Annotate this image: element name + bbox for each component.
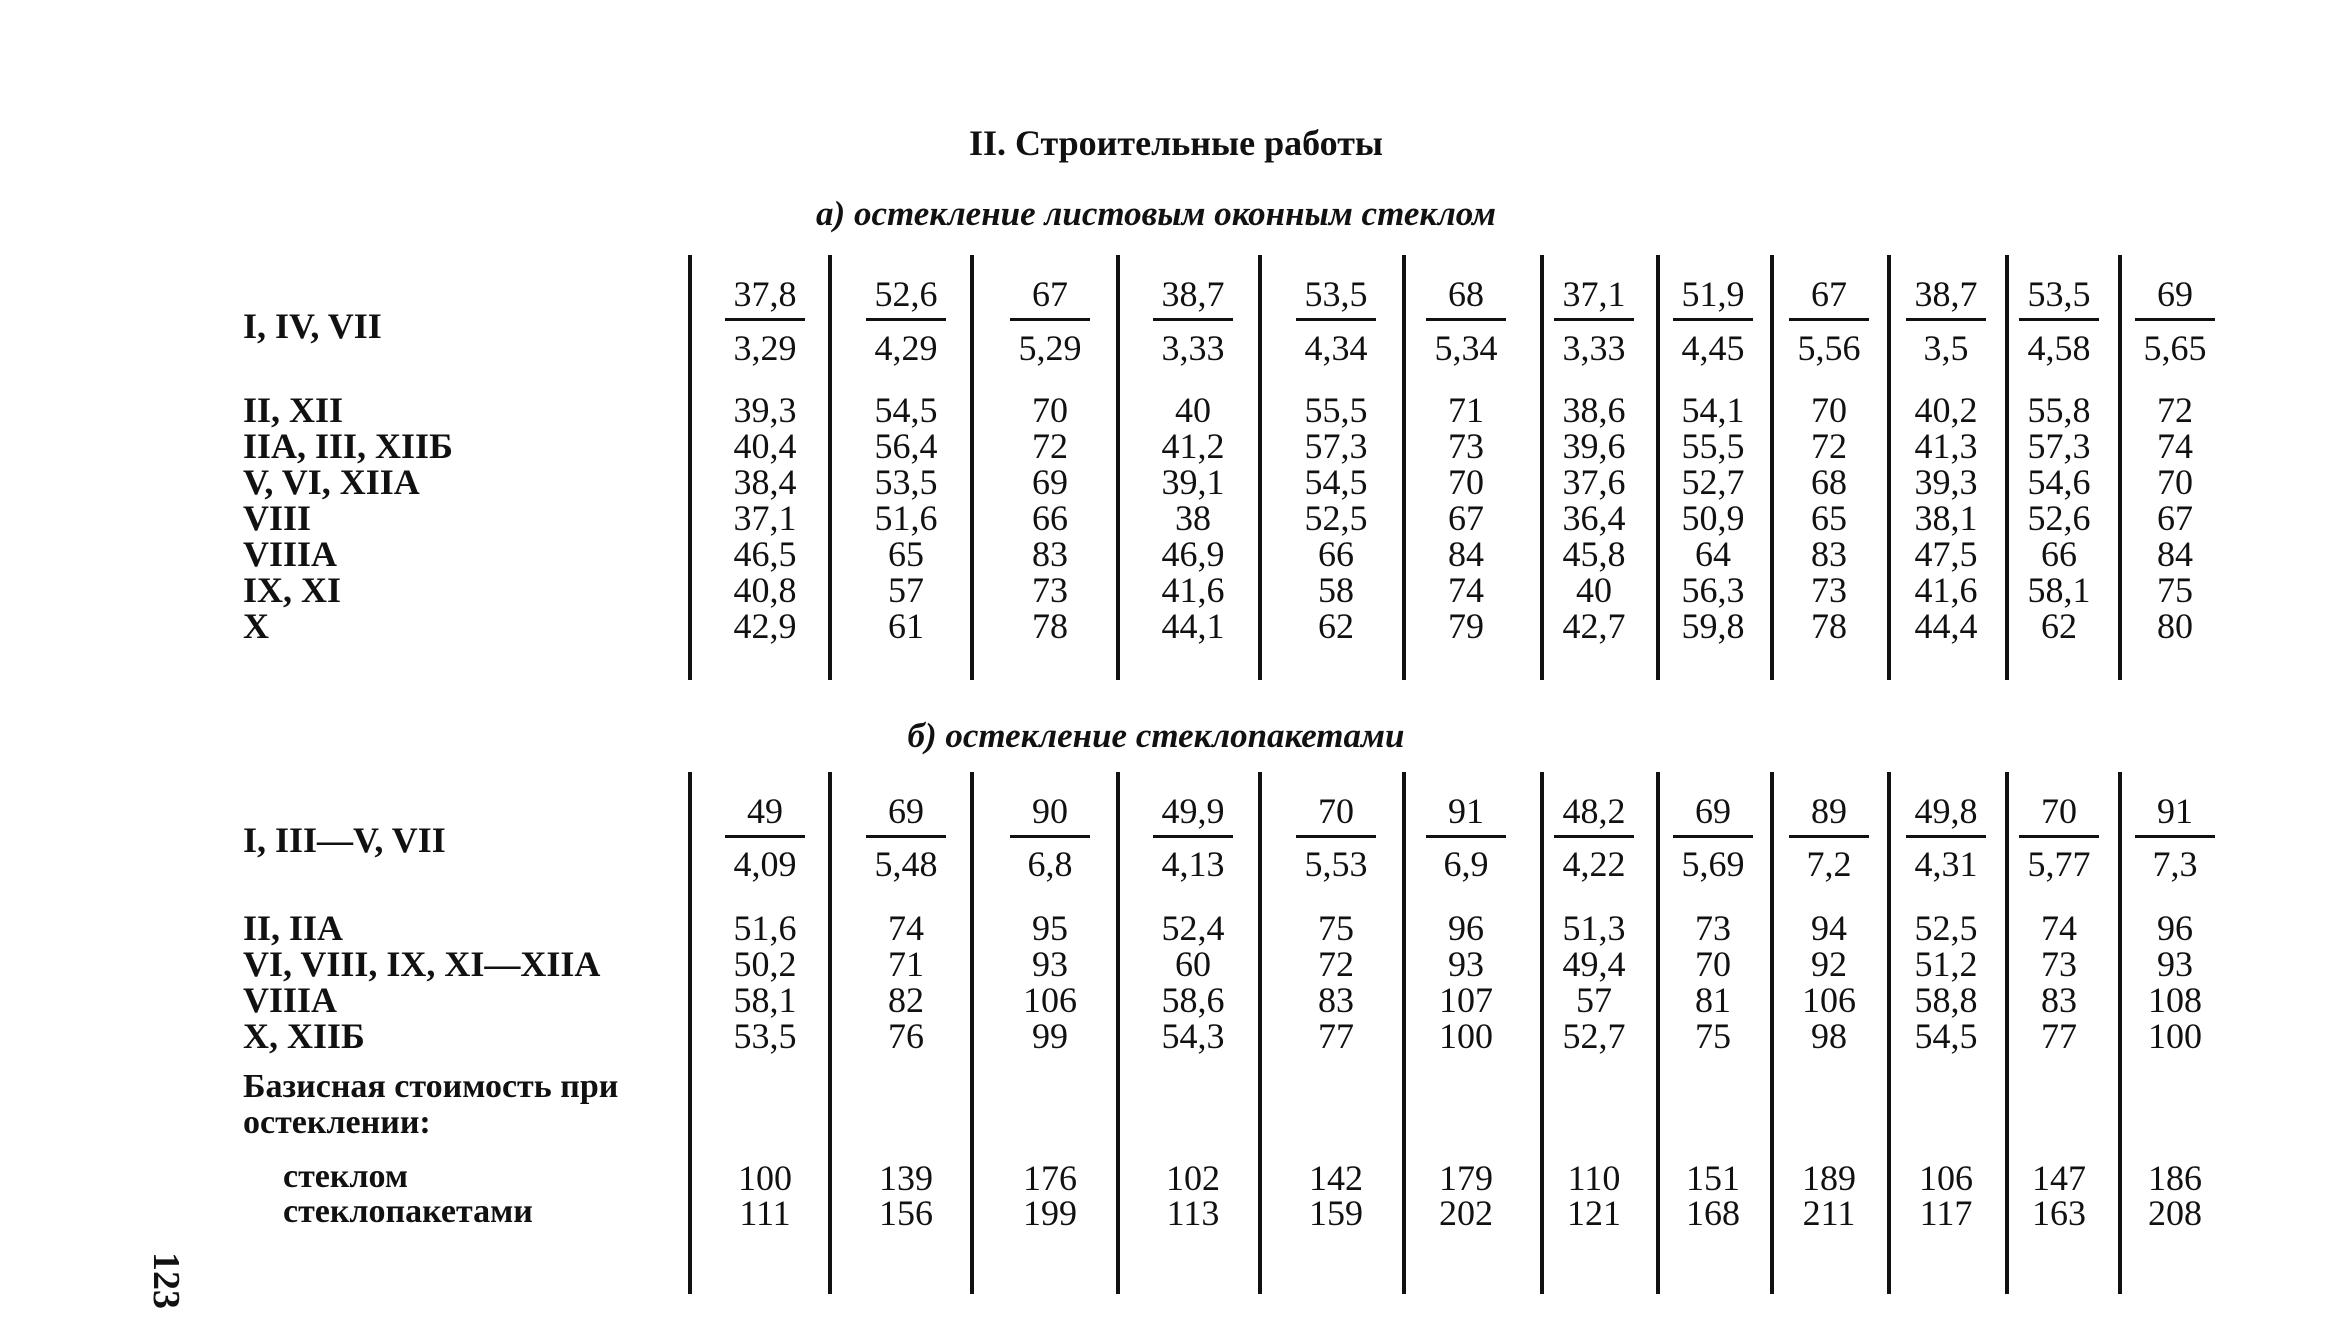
base-cost-cell: 156 (879, 1193, 933, 1233)
table-cell: 54,3 (1161, 1016, 1225, 1056)
table-cell: 55,5 (1304, 390, 1368, 430)
table-cell: 83 (1811, 534, 1847, 574)
table-cell: 72 (1032, 426, 1068, 466)
table-cell: 52,5 (1914, 908, 1978, 948)
row-label: II, IIА (243, 908, 344, 948)
table-cell: 70 (2157, 462, 2193, 502)
table-cell: 57,3 (1304, 426, 1368, 466)
fraction-numerator: 70 (2041, 791, 2077, 831)
fraction-numerator: 91 (1448, 791, 1484, 831)
table-cell: 52,7 (1681, 462, 1745, 502)
fraction-bar (1789, 318, 1869, 321)
row-label: IX, XI (243, 570, 342, 610)
table-cell: 96 (2157, 908, 2193, 948)
table-cell: 40,4 (733, 426, 797, 466)
fraction-numerator: 89 (1811, 791, 1847, 831)
table-cell: 70 (1811, 390, 1847, 430)
table-cell: 73 (1448, 426, 1484, 466)
fraction-bar (725, 318, 805, 321)
table-cell: 54,5 (874, 390, 938, 430)
table-cell: 41,2 (1161, 426, 1225, 466)
column-divider (970, 255, 974, 680)
column-divider (1116, 255, 1120, 680)
fraction-denominator: 5,34 (1434, 328, 1498, 368)
base-cost-cell: 163 (2032, 1193, 2086, 1233)
table-cell: 83 (1318, 980, 1354, 1020)
base-cost-cell: 113 (1166, 1193, 1220, 1233)
table-cell: 70 (1032, 390, 1068, 430)
table-cell: 66 (2041, 534, 2077, 574)
table-cell: 57 (888, 570, 924, 610)
table-cell: 72 (2157, 390, 2193, 430)
table-cell: 65 (1811, 498, 1847, 538)
base-cost-cell: 117 (1919, 1193, 1973, 1233)
section-b-subtitle: б) остекление стеклопакетами (907, 716, 1405, 755)
table-cell: 54,5 (1914, 1016, 1978, 1056)
fraction-bar (1010, 835, 1090, 838)
base-cost-label-line2: остеклении: (243, 1104, 431, 1141)
fraction-denominator: 7,3 (2152, 844, 2198, 884)
table-cell: 44,4 (1914, 606, 1978, 646)
column-divider (1770, 255, 1774, 680)
table-cell: 37,6 (1562, 462, 1626, 502)
table-cell: 74 (888, 908, 924, 948)
table-cell: 73 (2041, 944, 2077, 984)
base-cost-cell: 179 (1439, 1158, 1493, 1198)
fraction-bar (1906, 318, 1986, 321)
table-cell: 39,6 (1562, 426, 1626, 466)
table-cell: 70 (1448, 462, 1484, 502)
fraction-numerator: 67 (1032, 274, 1068, 314)
table-cell: 74 (2157, 426, 2193, 466)
table-cell: 79 (1448, 606, 1484, 646)
base-cost-cell: 211 (1802, 1193, 1856, 1233)
fraction-numerator: 53,5 (2027, 274, 2091, 314)
table-cell: 66 (1032, 498, 1068, 538)
base-cost-cell: 151 (1686, 1158, 1740, 1198)
fraction-bar (2135, 835, 2215, 838)
table-cell: 39,3 (733, 390, 797, 430)
column-divider (688, 255, 692, 680)
fraction-numerator: 49 (747, 791, 783, 831)
table-cell: 51,3 (1562, 908, 1626, 948)
table-cell: 69 (1032, 462, 1068, 502)
row-label: X (243, 606, 269, 646)
table-cell: 108 (2148, 980, 2202, 1020)
base-cost-cell: 202 (1439, 1193, 1493, 1233)
fraction-bar (1153, 835, 1233, 838)
table-cell: 58,6 (1161, 980, 1225, 1020)
table-cell: 93 (1032, 944, 1068, 984)
table-cell: 37,1 (733, 498, 797, 538)
fraction-denominator: 4,22 (1562, 844, 1626, 884)
fraction-bar (1010, 318, 1090, 321)
fraction-denominator: 3,33 (1562, 328, 1626, 368)
base-cost-cell: 100 (738, 1158, 792, 1198)
section-a-subtitle: а) остекление листовым оконным стеклом (816, 194, 1496, 233)
table-cell: 39,1 (1161, 462, 1225, 502)
fraction-numerator: 37,1 (1562, 274, 1626, 314)
column-divider (970, 772, 974, 1294)
table-cell: 84 (2157, 534, 2193, 574)
row-label: V, VI, XIIА (243, 462, 420, 502)
row-label: II, XII (243, 390, 344, 430)
row-label: VIIIА (243, 980, 338, 1020)
table-cell: 73 (1695, 908, 1731, 948)
table-cell: 68 (1811, 462, 1847, 502)
table-cell: 60 (1175, 944, 1211, 984)
row-label: IIА, III, XIIБ (243, 426, 453, 466)
table-cell: 40,8 (733, 570, 797, 610)
fraction-bar (1426, 318, 1506, 321)
table-cell: 65 (888, 534, 924, 574)
table-cell: 64 (1695, 534, 1731, 574)
table-cell: 38,6 (1562, 390, 1626, 430)
table-cell: 57 (1576, 980, 1612, 1020)
table-cell: 58,1 (733, 980, 797, 1020)
fraction-denominator: 4,13 (1161, 844, 1225, 884)
base-cost-cell: 189 (1802, 1158, 1856, 1198)
base-cost-cell: 159 (1309, 1193, 1363, 1233)
table-cell: 45,8 (1562, 534, 1626, 574)
fraction-bar (1153, 318, 1233, 321)
base-cost-cell: 147 (2032, 1158, 2086, 1198)
fraction-bar (866, 318, 946, 321)
table-cell: 51,6 (874, 498, 938, 538)
table-cell: 74 (2041, 908, 2077, 948)
column-divider (1116, 772, 1120, 1294)
fraction-denominator: 5,69 (1681, 844, 1745, 884)
table-cell: 39,3 (1914, 462, 1978, 502)
table-cell: 62 (1318, 606, 1354, 646)
fraction-bar (1673, 835, 1753, 838)
fraction-bar (1673, 318, 1753, 321)
fraction-bar (2019, 835, 2099, 838)
base-cost-cell: 199 (1023, 1193, 1077, 1233)
fraction-denominator: 4,31 (1914, 844, 1978, 884)
fraction-bar (1906, 835, 1986, 838)
table-cell: 50,9 (1681, 498, 1745, 538)
page-title: II. Строительные работы (968, 123, 1384, 163)
column-divider (828, 255, 832, 680)
table-cell: 41,6 (1914, 570, 1978, 610)
fraction-denominator: 6,9 (1443, 844, 1489, 884)
table-cell: 99 (1032, 1016, 1068, 1056)
table-cell: 98 (1811, 1016, 1847, 1056)
fraction-bar (1426, 835, 1506, 838)
table-cell: 106 (1023, 980, 1077, 1020)
table-cell: 93 (1448, 944, 1484, 984)
row-label: VIII (243, 498, 312, 538)
table-cell: 58,1 (2027, 570, 2091, 610)
table-cell: 52,4 (1161, 908, 1225, 948)
column-divider (1656, 255, 1660, 680)
base-cost-cell: 208 (2148, 1193, 2202, 1233)
fraction-denominator: 3,5 (1923, 328, 1969, 368)
table-cell: 52,7 (1562, 1016, 1626, 1056)
fraction-numerator: 53,5 (1304, 274, 1368, 314)
table-cell: 38,4 (733, 462, 797, 502)
table-cell: 42,9 (733, 606, 797, 646)
table-cell: 96 (1448, 908, 1484, 948)
table-cell: 44,1 (1161, 606, 1225, 646)
fraction-denominator: 4,09 (733, 844, 797, 884)
table-cell: 78 (1032, 606, 1068, 646)
table-cell: 75 (1318, 908, 1354, 948)
base-cost-row-label: стеклопакетами (283, 1193, 533, 1230)
fraction-denominator: 3,33 (1161, 328, 1225, 368)
fraction-denominator: 4,58 (2027, 328, 2091, 368)
table-cell: 57,3 (2027, 426, 2091, 466)
table-cell: 75 (1695, 1016, 1731, 1056)
base-cost-cell: 168 (1686, 1193, 1740, 1233)
table-cell: 54,1 (1681, 390, 1745, 430)
fraction-bar (2019, 318, 2099, 321)
fraction-numerator: 69 (888, 791, 924, 831)
table-cell: 38 (1175, 498, 1211, 538)
base-cost-cell: 142 (1309, 1158, 1363, 1198)
table-cell: 40 (1576, 570, 1612, 610)
fraction-denominator: 4,34 (1304, 328, 1368, 368)
column-divider (828, 772, 832, 1294)
row-label: VI, VIII, IX, XI—XIIА (243, 944, 601, 984)
table-cell: 94 (1811, 908, 1847, 948)
table-cell: 73 (1032, 570, 1068, 610)
table-cell: 77 (1318, 1016, 1354, 1056)
table-cell: 71 (888, 944, 924, 984)
table-cell: 72 (1318, 944, 1354, 984)
fraction-denominator: 6,8 (1027, 844, 1073, 884)
table-cell: 56,3 (1681, 570, 1745, 610)
table-cell: 95 (1032, 908, 1068, 948)
fraction-bar (1296, 835, 1376, 838)
base-cost-cell: 139 (879, 1158, 933, 1198)
base-cost-row-label: стеклом (283, 1158, 409, 1195)
table-cell: 67 (2157, 498, 2193, 538)
column-divider (1887, 255, 1891, 680)
table-cell: 93 (2157, 944, 2193, 984)
table-cell: 83 (1032, 534, 1068, 574)
table-cell: 55,8 (2027, 390, 2091, 430)
table-cell: 53,5 (733, 1016, 797, 1056)
fraction-denominator: 4,29 (874, 328, 938, 368)
table-cell: 41,6 (1161, 570, 1225, 610)
header-row-label: I, III—V, VII (243, 820, 446, 860)
fraction-numerator: 51,9 (1681, 274, 1745, 314)
base-cost-cell: 186 (2148, 1158, 2202, 1198)
table-cell: 56,4 (874, 426, 938, 466)
fraction-denominator: 5,48 (874, 844, 938, 884)
table-cell: 71 (1448, 390, 1484, 430)
table-cell: 106 (1802, 980, 1856, 1020)
fraction-denominator: 3,29 (733, 328, 797, 368)
table-cell: 81 (1695, 980, 1731, 1020)
fraction-numerator: 52,6 (874, 274, 938, 314)
fraction-bar (2135, 318, 2215, 321)
fraction-bar (1554, 835, 1634, 838)
table-cell: 42,7 (1562, 606, 1626, 646)
fraction-denominator: 5,53 (1304, 844, 1368, 884)
table-cell: 46,9 (1161, 534, 1225, 574)
fraction-numerator: 49,8 (1914, 791, 1978, 831)
table-cell: 82 (888, 980, 924, 1020)
table-cell: 47,5 (1914, 534, 1978, 574)
base-cost-cell: 111 (739, 1193, 791, 1233)
fraction-numerator: 68 (1448, 274, 1484, 314)
table-cell: 49,4 (1562, 944, 1626, 984)
table-cell: 84 (1448, 534, 1484, 574)
table-cell: 92 (1811, 944, 1847, 984)
table-cell: 36,4 (1562, 498, 1626, 538)
fraction-denominator: 5,29 (1018, 328, 1082, 368)
column-divider (2118, 255, 2122, 680)
table-cell: 59,8 (1681, 606, 1745, 646)
column-divider (2005, 255, 2009, 680)
table-cell: 55,5 (1681, 426, 1745, 466)
column-divider (1258, 772, 1262, 1294)
column-divider (1402, 255, 1406, 680)
page-number: 123 (145, 1252, 187, 1309)
fraction-bar (725, 835, 805, 838)
table-cell: 67 (1448, 498, 1484, 538)
table-cell: 62 (2041, 606, 2077, 646)
table-cell: 107 (1439, 980, 1493, 1020)
table-cell: 74 (1448, 570, 1484, 610)
fraction-numerator: 38,7 (1914, 274, 1978, 314)
fraction-numerator: 67 (1811, 274, 1847, 314)
table-cell: 54,5 (1304, 462, 1368, 502)
table-cell: 52,5 (1304, 498, 1368, 538)
column-divider (1258, 255, 1262, 680)
table-cell: 40,2 (1914, 390, 1978, 430)
table-cell: 66 (1318, 534, 1354, 574)
base-cost-cell: 102 (1166, 1158, 1220, 1198)
table-cell: 100 (2148, 1016, 2202, 1056)
base-cost-cell: 121 (1567, 1193, 1621, 1233)
fraction-numerator: 38,7 (1161, 274, 1225, 314)
header-row-label: I, IV, VII (243, 306, 382, 346)
row-label: VIIIА (243, 534, 338, 574)
table-cell: 77 (2041, 1016, 2077, 1056)
base-cost-label-line1: Базисная стоимость при (243, 1068, 619, 1105)
table-cell: 72 (1811, 426, 1847, 466)
table-cell: 83 (2041, 980, 2077, 1020)
fraction-denominator: 7,2 (1806, 844, 1852, 884)
table-cell: 61 (888, 606, 924, 646)
table-cell: 58 (1318, 570, 1354, 610)
fraction-denominator: 5,56 (1797, 328, 1861, 368)
table-cell: 46,5 (733, 534, 797, 574)
table-cell: 75 (2157, 570, 2193, 610)
fraction-denominator: 5,77 (2027, 844, 2091, 884)
row-label: X, XIIБ (243, 1016, 365, 1056)
fraction-numerator: 90 (1032, 791, 1068, 831)
table-cell: 58,8 (1914, 980, 1978, 1020)
fraction-numerator: 91 (2157, 791, 2193, 831)
fraction-denominator: 4,45 (1681, 328, 1745, 368)
fraction-denominator: 5,65 (2143, 328, 2207, 368)
base-cost-cell: 176 (1023, 1158, 1077, 1198)
base-cost-cell: 106 (1919, 1158, 1973, 1198)
fraction-bar (866, 835, 946, 838)
table-cell: 80 (2157, 606, 2193, 646)
fraction-numerator: 69 (2157, 274, 2193, 314)
table-cell: 100 (1439, 1016, 1493, 1056)
table-cell: 38,1 (1914, 498, 1978, 538)
column-divider (688, 772, 692, 1294)
table-cell: 70 (1695, 944, 1731, 984)
fraction-numerator: 48,2 (1562, 791, 1626, 831)
fraction-numerator: 69 (1695, 791, 1731, 831)
table-cell: 41,3 (1914, 426, 1978, 466)
table-cell: 78 (1811, 606, 1847, 646)
table-cell: 52,6 (2027, 498, 2091, 538)
table-cell: 54,6 (2027, 462, 2091, 502)
column-divider (1540, 255, 1544, 680)
fraction-numerator: 37,8 (733, 274, 797, 314)
table-cell: 50,2 (733, 944, 797, 984)
table-cell: 76 (888, 1016, 924, 1056)
table-cell: 51,6 (733, 908, 797, 948)
table-cell: 51,2 (1914, 944, 1978, 984)
fraction-bar (1789, 835, 1869, 838)
fraction-bar (1554, 318, 1634, 321)
base-cost-cell: 110 (1567, 1158, 1621, 1198)
fraction-numerator: 70 (1318, 791, 1354, 831)
fraction-bar (1296, 318, 1376, 321)
table-cell: 53,5 (874, 462, 938, 502)
fraction-numerator: 49,9 (1161, 791, 1225, 831)
table-cell: 40 (1175, 390, 1211, 430)
table-cell: 73 (1811, 570, 1847, 610)
